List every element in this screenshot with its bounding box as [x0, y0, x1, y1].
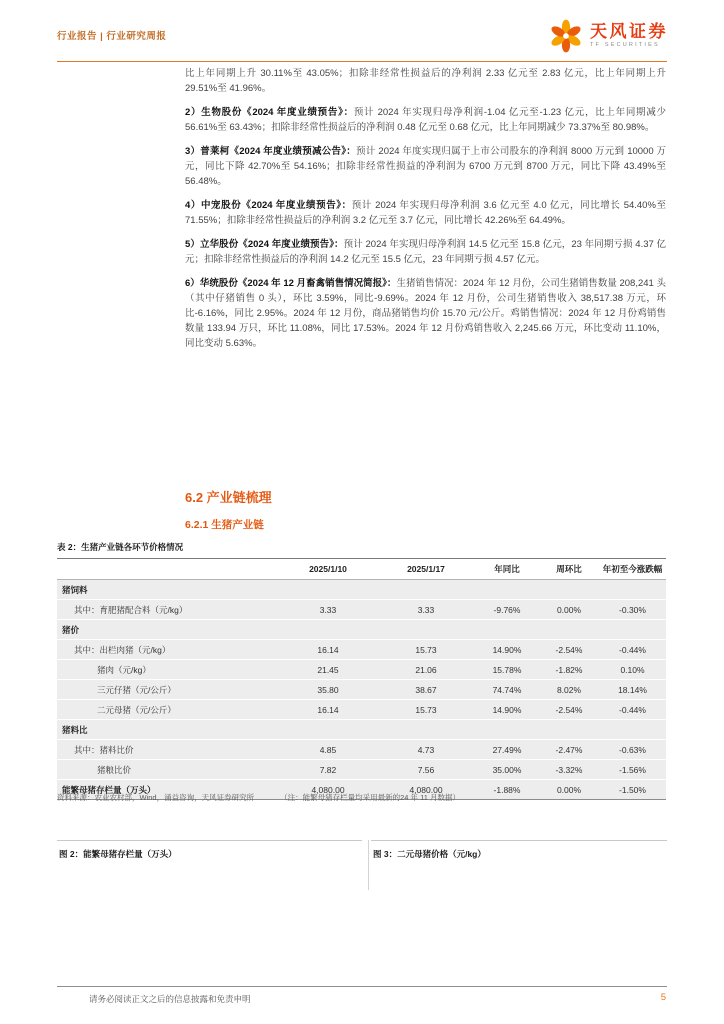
paragraph-bold-segment: 2）生物股份《2024 年度业绩预告》：	[185, 107, 354, 118]
cell-value: -2.47%	[539, 740, 599, 760]
cell-value: 0.00%	[539, 600, 599, 620]
cell-value	[377, 720, 475, 740]
cell-value: 18.14%	[599, 680, 666, 700]
cell-value: 16.14	[279, 700, 377, 720]
paragraph-bold-segment: 6）华统股份《2024 年 12 月畜禽销售情况简报》：	[185, 278, 397, 289]
cell-value: 27.49%	[475, 740, 539, 760]
source-note	[57, 792, 667, 803]
cell-value: 21.06	[377, 660, 475, 680]
cell-value: -1.88%	[475, 780, 539, 800]
cell-value	[539, 720, 599, 740]
cell-value: -0.63%	[599, 740, 666, 760]
row-label: 猪价	[57, 620, 279, 640]
cell-value	[377, 580, 475, 600]
brand-subtitle: TF SECURITIES	[590, 42, 660, 49]
cell-value: 15.78%	[475, 660, 539, 680]
cell-value: 4,080.00	[279, 780, 377, 800]
paragraph-segment: 预计 2024 年实现归母净利润 14.5 亿元至 15.8 亿元，23 年同期亏损 4.37 亿元；扣除非经常性损益后的净利润 14.2 亿元至 15.5 亿元，23 年同期亏损 4.57 亿元。	[185, 239, 666, 265]
paragraph-segment: 生猪销售情况：2024 年 12 月份，公司生猪销售数量 208,241 头（其中仔猪销售 0 头），环比 3.59%，同比-9.69%。2024 年 12 月份，公司生猪销售收入 38,517.38 万元，环比-6.16%，同比 2.95%。2024 年 12 月份，商品猪销售均价 15.70 元/公斤。鸡销售情况：2024 年 12 月份鸡销售数量 133.94 万只，环比 11.08%，同比 17.53%。2024 年 12 月份鸡销售收入 2,245.66 万元，环比变动 11.10%，同比变动 5.63%。	[185, 278, 666, 349]
cell-value: -1.50%	[599, 780, 666, 800]
cell-value	[279, 580, 377, 600]
report-type-label: 行业报告 | 行业研究周报	[57, 31, 167, 42]
subsection-heading: 6.2.1 生猪产业链	[185, 519, 264, 531]
column-header: 2025/1/17	[377, 559, 475, 580]
cell-value: 4.85	[279, 740, 377, 760]
tianfeng-flower-icon	[548, 18, 584, 54]
cell-value: -2.54%	[539, 700, 599, 720]
figure-2-title: 图 2：能繁母猪存栏量（万头）	[59, 849, 177, 859]
cell-value	[539, 580, 599, 600]
cell-value: 7.56	[377, 760, 475, 780]
cell-value	[475, 620, 539, 640]
header-divider	[57, 61, 667, 62]
cell-value: 16.14	[279, 640, 377, 660]
paragraph-bold-segment: 3）普莱柯《2024 年度业绩预减公告》：	[185, 146, 357, 157]
cell-value: 14.90%	[475, 640, 539, 660]
paragraph-segment: 预计 2024 年实现归母净利润-1.04 亿元至-1.23 亿元，比上年同期减少 56.61%至 63.43%；扣除非经常性损益后的净利润 0.48 亿元至 0.68 亿元，比上年同期减少 73.37%至 80.98%。	[185, 107, 666, 133]
cell-value: -2.54%	[539, 640, 599, 660]
row-label: 其中：育肥猪配合料（元/kg）	[57, 600, 279, 620]
cell-value: 21.45	[279, 660, 377, 680]
figure-3-block	[371, 840, 667, 860]
page-number: 5	[660, 992, 666, 1003]
column-header: 年同比	[475, 559, 539, 580]
table-body	[57, 580, 666, 800]
paragraph	[185, 105, 666, 135]
cell-value: -3.32%	[539, 760, 599, 780]
footer-disclaimer: 请务必阅读正文之后的信息披露和免责申明	[89, 994, 251, 1004]
cell-value: 15.73	[377, 640, 475, 660]
paragraph-bold-segment: 4）中宠股份《2024 年度业绩预告》：	[185, 200, 352, 211]
figure-2-block	[57, 840, 362, 860]
source-footnote: （注：能繁母猪存栏量均采用最新的24 年 11 月数据）	[280, 793, 460, 802]
row-label: 猪料比	[57, 720, 279, 740]
cell-value: 38.67	[377, 680, 475, 700]
cell-value: -1.82%	[539, 660, 599, 680]
table-row	[57, 580, 666, 600]
paragraph	[185, 144, 666, 189]
cell-value	[539, 620, 599, 640]
paragraph-bold-segment: 5）立华股份《2024 年度业绩预告》：	[185, 239, 344, 250]
table-header-row	[57, 559, 666, 580]
table-row	[57, 620, 666, 640]
cell-value: 4,080.00	[377, 780, 475, 800]
cell-value: 74.74%	[475, 680, 539, 700]
cell-value	[377, 620, 475, 640]
row-label: 二元母猪（元/公斤）	[57, 700, 279, 720]
column-header	[57, 559, 279, 580]
row-label: 其中：猪料比价	[57, 740, 279, 760]
section-heading: 6.2 产业链梳理	[185, 490, 272, 505]
cell-value: 3.33	[279, 600, 377, 620]
table-caption: 表 2：生猪产业链各环节价格情况	[57, 542, 184, 552]
cell-value: 0.00%	[539, 780, 599, 800]
figure-divider	[368, 840, 369, 890]
cell-value: 15.73	[377, 700, 475, 720]
table-row	[57, 720, 666, 740]
cell-value: 8.02%	[539, 680, 599, 700]
body-paragraphs	[185, 66, 666, 360]
table-row	[57, 660, 666, 680]
column-header: 2025/1/10	[279, 559, 377, 580]
figures-row	[57, 840, 667, 860]
row-label: 三元仔猪（元/公斤）	[57, 680, 279, 700]
paragraph	[185, 198, 666, 228]
cell-value: 0.10%	[599, 660, 666, 680]
cell-value: -0.44%	[599, 700, 666, 720]
cell-value	[279, 620, 377, 640]
cell-value: 14.90%	[475, 700, 539, 720]
brand-name: 天风证券	[590, 22, 668, 42]
row-label: 能繁母猪存栏量（万头）	[57, 780, 279, 800]
footer-divider	[57, 986, 667, 987]
cell-value: -1.56%	[599, 760, 666, 780]
cell-value	[599, 720, 666, 740]
row-label: 猪饲料	[57, 580, 279, 600]
cell-value: -0.30%	[599, 600, 666, 620]
paragraph-segment: 比上年同期上升 30.11%至 43.05%；扣除非经常性损益后的净利润 2.33 亿元至 2.83 亿元，比上年同期上升 29.51%至 41.96%。	[185, 68, 666, 94]
cell-value: 4.73	[377, 740, 475, 760]
cell-value: 7.82	[279, 760, 377, 780]
row-label: 其中：出栏肉猪（元/kg）	[57, 640, 279, 660]
table-row	[57, 740, 666, 760]
paragraph	[185, 276, 666, 351]
source-text: 资料来源：农业农村部，Wind，涌益咨询，天风证券研究所	[57, 793, 255, 802]
cell-value	[599, 580, 666, 600]
row-label: 猪粮比价	[57, 760, 279, 780]
paragraph-segment: 预计 2024 年度实现归属于上市公司股东的净利润 8000 万元到 10000 万元，同比下降 42.70%至 54.16%；扣除非经常性损益的净利润为 6700 万元到 8700 万元，同比下降 43.49%至 56.48%。	[185, 146, 666, 187]
paragraph	[185, 237, 666, 267]
cell-value	[475, 580, 539, 600]
cell-value: -0.44%	[599, 640, 666, 660]
table-row	[57, 700, 666, 720]
table-row	[57, 680, 666, 700]
cell-value: 3.33	[377, 600, 475, 620]
table-row	[57, 600, 666, 620]
table-row	[57, 640, 666, 660]
cell-value	[599, 620, 666, 640]
cell-value: 35.80	[279, 680, 377, 700]
figure-3-title: 图 3：二元母猪价格（元/kg）	[373, 849, 486, 859]
table-row	[57, 760, 666, 780]
paragraph	[185, 66, 666, 96]
cell-value: -9.76%	[475, 600, 539, 620]
brand-logo	[548, 18, 668, 54]
paragraph-segment: 预计 2024 年实现归母净利润 3.6 亿元至 4.0 亿元，同比增长 54.40%至 71.55%；扣除非经常性损益后的净利润 3.2 亿元至 3.7 亿元，同比增长 42.26%至 64.49%。	[185, 200, 666, 226]
cell-value	[475, 720, 539, 740]
price-table	[57, 558, 666, 800]
cell-value: 35.00%	[475, 760, 539, 780]
column-header: 年初至今涨跌幅	[599, 559, 666, 580]
column-header: 周环比	[539, 559, 599, 580]
cell-value	[279, 720, 377, 740]
row-label: 猪肉（元/kg）	[57, 660, 279, 680]
